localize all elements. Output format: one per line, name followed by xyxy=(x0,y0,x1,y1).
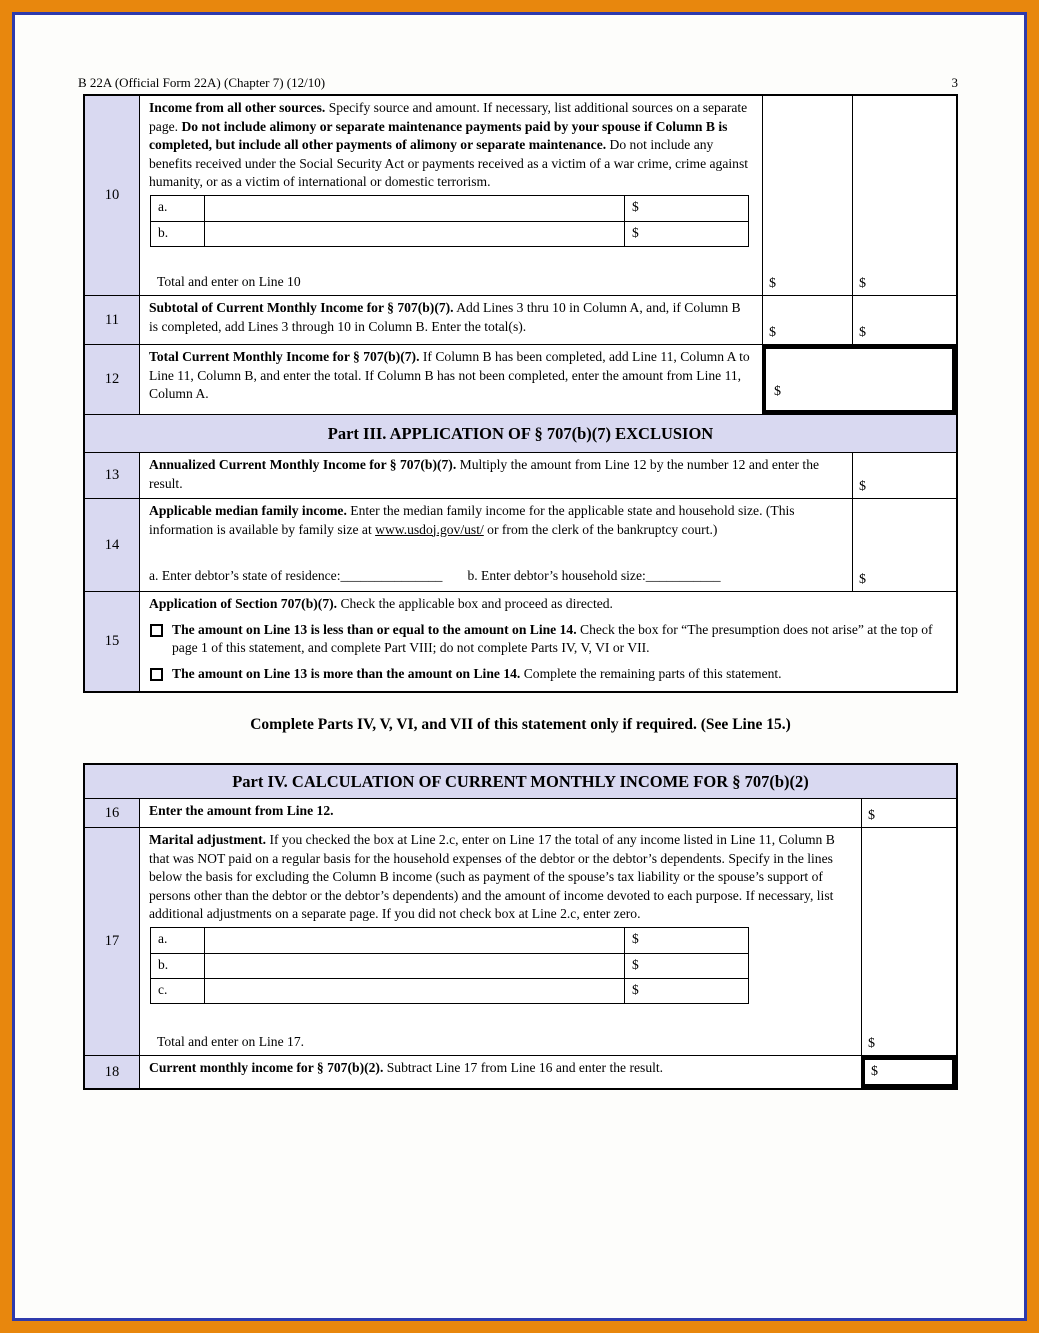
line-14-amount-field[interactable] xyxy=(852,499,956,591)
line-16-body xyxy=(140,799,861,827)
adjustment-b-amount-field[interactable] xyxy=(625,954,748,978)
dollar-sign: $ xyxy=(632,198,639,214)
line-12-heading: Total Current Monthly Income for § 707(b)(7). xyxy=(149,349,420,364)
line-10-heading: Income from all other sources. xyxy=(149,100,326,115)
line-13-body xyxy=(140,453,852,498)
line-13-number: 13 xyxy=(85,453,140,498)
dollar-sign: $ xyxy=(632,930,639,946)
source-a-label: a. xyxy=(151,196,205,221)
option-2-detail: Complete the remaining parts of this statement. xyxy=(520,665,782,681)
line-12-total-field[interactable] xyxy=(762,345,956,414)
line-18-amount-field[interactable] xyxy=(861,1056,956,1088)
line-14-text-1: Enter the median family income for the applicable state and household size. (This information is available by family size at xyxy=(149,503,795,537)
dollar-sign: $ xyxy=(868,1036,875,1051)
dollar-sign: $ xyxy=(769,325,776,340)
dollar-sign: $ xyxy=(859,325,866,340)
adjustment-row-a xyxy=(151,928,748,953)
line-17-total-label: Total and enter on Line 17. xyxy=(157,1033,305,1049)
line-16-heading: Enter the amount from Line 12. xyxy=(149,803,334,818)
line-10-column-b-field[interactable] xyxy=(852,96,956,295)
row-line-17 xyxy=(85,827,956,1055)
line-11-body xyxy=(140,296,762,344)
source-b-amount-field[interactable] xyxy=(625,222,748,246)
line-14-body xyxy=(140,499,852,591)
dollar-sign: $ xyxy=(859,276,866,291)
line-10-total-label: Total and enter on Line 10 xyxy=(157,273,301,289)
part-iv-header xyxy=(85,765,956,798)
line-11-heading: Subtotal of Current Monthly Income for § 707(b)(7). xyxy=(149,300,454,315)
part-iv-title: Part IV. CALCULATION OF CURRENT MONTHLY INCOME FOR § 707(b)(2) xyxy=(232,771,809,791)
line-12-text: If Column B has been completed, add Line 11, Column A to Line 11, Column B, and enter the total. If Column B has not been completed, enter the amount from Line 11, Column A. xyxy=(149,349,750,401)
state-of-residence-field[interactable]: _______________ xyxy=(340,567,443,583)
usdoj-link[interactable]: www.usdoj.gov/ust/ xyxy=(375,521,484,537)
row-line-12 xyxy=(85,344,956,414)
row-line-13 xyxy=(85,452,956,498)
row-line-18 xyxy=(85,1055,956,1088)
line-10-sources-table xyxy=(150,195,749,247)
row-line-11 xyxy=(85,295,956,344)
line-17-adjustments-table xyxy=(150,927,749,1004)
source-b-description-field[interactable] xyxy=(205,222,625,246)
row-line-14 xyxy=(85,498,956,591)
line-16-number: 16 xyxy=(85,799,140,827)
line-15-instructions xyxy=(149,595,947,614)
source-a-amount-field[interactable] xyxy=(625,196,748,221)
option-2-bold: The amount on Line 13 is more than the amount on Line 14. xyxy=(172,665,521,681)
line-13-heading: Annualized Current Monthly Income for § 707(b)(7). xyxy=(149,457,457,472)
line-13-amount-field[interactable] xyxy=(852,453,956,498)
line-14-number: 14 xyxy=(85,499,140,591)
line-15-text: Check the applicable box and proceed as directed. xyxy=(337,596,613,611)
adjustment-a-basis-field[interactable] xyxy=(205,928,625,953)
household-size-label: b. Enter debtor’s household size: xyxy=(467,567,646,583)
line-12-instructions xyxy=(149,348,753,404)
line-17-heading: Marital adjustment. xyxy=(149,832,267,847)
line-15-heading: Application of Section 707(b)(7). xyxy=(149,596,338,611)
checkbox-line13-less-or-equal[interactable] xyxy=(150,624,163,637)
line-18-text: Subtract Line 17 from Line 16 and enter the result. xyxy=(383,1060,664,1075)
line-14-entries xyxy=(149,567,843,586)
line-18-heading: Current monthly income for § 707(b)(2). xyxy=(149,1060,384,1075)
part2-income-table xyxy=(83,94,958,693)
line-10-bold-warning: Do not include alimony or separate maintenance payments paid by your spouse if Column B is completed, but include all other payments of alimony or separate maintenance. xyxy=(149,118,728,152)
line-15-option-1 xyxy=(149,621,947,658)
line-10-instructions xyxy=(149,99,753,192)
adjustment-c-basis-field[interactable] xyxy=(205,979,625,1003)
line-12-number: 12 xyxy=(85,345,140,414)
line-11-number: 11 xyxy=(85,296,140,344)
source-row-a xyxy=(151,196,748,221)
line-18-number: 18 xyxy=(85,1056,140,1088)
dollar-sign: $ xyxy=(632,224,639,240)
page-number: 3 xyxy=(951,75,958,90)
adjustment-row-b xyxy=(151,953,748,978)
line-17-instructions xyxy=(149,831,852,924)
page-header xyxy=(78,75,958,91)
line-11-instructions xyxy=(149,299,753,336)
line-15-body xyxy=(140,592,956,691)
source-row-b xyxy=(151,221,748,246)
line-12-body xyxy=(140,345,762,414)
option-1-detail: Check the box for “The presumption does not arise” at the top of page 1 of this statement, and complete Part VIII; do not complete Parts IV, V, VI or VII. xyxy=(172,621,933,655)
line-14-instructions xyxy=(149,502,843,539)
dollar-sign: $ xyxy=(774,384,781,399)
dollar-sign: $ xyxy=(859,479,866,494)
checkbox-line13-more[interactable] xyxy=(150,668,163,681)
row-line-16 xyxy=(85,798,956,827)
part-iii-header xyxy=(85,414,956,452)
line-10-number: 10 xyxy=(85,96,140,295)
line-10-text-2: Do not include any benefits received under the Social Security Act or payments received as a victim of a war crime, crime against humanity, or as a victim of international or domestic terrorism. xyxy=(149,137,749,189)
adjustment-b-basis-field[interactable] xyxy=(205,954,625,978)
line-18-body xyxy=(140,1056,861,1088)
part4-table xyxy=(83,763,958,1090)
adjustment-c-label: c. xyxy=(151,979,205,1003)
adjustment-a-label: a. xyxy=(151,928,205,953)
line-11-column-b-field[interactable] xyxy=(852,296,956,344)
line-17-body xyxy=(140,828,861,1055)
dollar-sign: $ xyxy=(632,956,639,972)
row-line-15 xyxy=(85,591,956,691)
line-11-column-a-field[interactable] xyxy=(762,296,852,344)
dollar-sign: $ xyxy=(769,276,776,291)
option-1-text xyxy=(172,621,947,658)
line-14-text-2: or from the clerk of the bankruptcy court.) xyxy=(483,521,718,537)
dollar-sign: $ xyxy=(859,572,866,587)
line-17-text: If you checked the box at Line 2.c, enter on Line 17 the total of any income listed in Line 11, Column B that was NOT paid on a regular basis for the household expenses of the debtor or the debtor’s dependents. Specify in the lines below the basis for excluding the Column B income (such as payment of the spouse’s tax liability or the spouse’s support of persons other than the debtor or the debtor’s dependents) and the amount of income devoted to each purpose. If necessary, list additional adjustments on a separate page. If you did not check box at Line 2.c, enter zero. xyxy=(149,832,835,921)
line-15-option-2 xyxy=(149,665,947,684)
adjustment-a-amount-field[interactable] xyxy=(625,928,748,953)
interlude-note: Complete Parts IV, V, VI, and VII of this statement only if required. (See Line 15.) xyxy=(250,716,791,733)
line-13-text: Multiply the amount from Line 12 by the number 12 and enter the result. xyxy=(149,457,820,491)
option-1-bold: The amount on Line 13 is less than or equal to the amount on Line 14. xyxy=(172,621,577,637)
adjustment-c-amount-field[interactable] xyxy=(625,979,748,1003)
line-13-instructions xyxy=(149,456,843,493)
line-17-amount-field[interactable] xyxy=(861,828,956,1055)
row-line-10 xyxy=(85,96,956,295)
option-2-text xyxy=(172,665,947,684)
form-id-text: B 22A (Official Form 22A) (Chapter 7) (12/10) xyxy=(78,75,326,90)
dollar-sign: $ xyxy=(868,808,875,823)
source-a-description-field[interactable] xyxy=(205,196,625,221)
line-10-column-a-field[interactable] xyxy=(762,96,852,295)
line-16-amount-field[interactable] xyxy=(861,799,956,827)
adjustment-row-c xyxy=(151,978,748,1003)
household-size-field[interactable]: ___________ xyxy=(645,567,721,583)
dollar-sign: $ xyxy=(632,981,639,997)
line-10-body xyxy=(140,96,762,295)
dollar-sign: $ xyxy=(871,1064,878,1079)
line-18-instructions xyxy=(149,1059,852,1078)
adjustment-b-label: b. xyxy=(151,954,205,978)
source-b-label: b. xyxy=(151,222,205,246)
line-10-text-1: Specify source and amount. If necessary, list additional sources on a separate page. xyxy=(149,100,748,134)
part-iii-title: Part III. APPLICATION OF § 707(b)(7) EXCLUSION xyxy=(327,423,714,443)
line-14-heading: Applicable median family income. xyxy=(149,503,347,518)
state-of-residence-label: a. Enter debtor’s state of residence: xyxy=(149,567,341,583)
line-16-instructions xyxy=(149,802,852,821)
line-17-number: 17 xyxy=(85,828,140,1055)
line-11-text: Add Lines 3 thru 10 in Column A, and, if Column B is completed, add Lines 3 through 10 in Column B. Enter the total(s). xyxy=(149,300,741,334)
line-15-number: 15 xyxy=(85,592,140,691)
